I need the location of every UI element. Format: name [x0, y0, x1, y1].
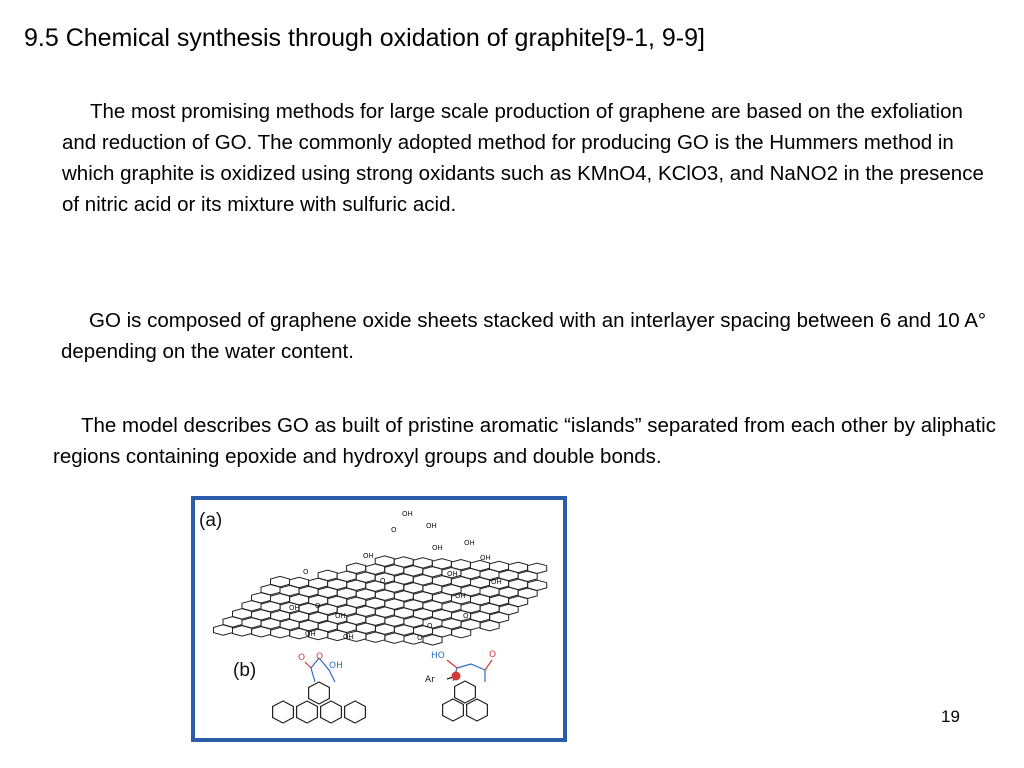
molecule-ring [273, 701, 294, 723]
lattice-ring [271, 576, 290, 586]
molecule-hydroxyl-label: OH [329, 661, 343, 671]
lattice-ring [394, 557, 413, 567]
epoxide-hydroxyl-molecule [273, 658, 366, 723]
lattice-ring [290, 577, 309, 587]
lactone-molecule [443, 660, 492, 721]
functional-group-label: OH [491, 578, 502, 586]
lattice-ring [451, 560, 470, 570]
functional-group-label: OH [335, 612, 346, 620]
molecule-ring [321, 701, 342, 723]
paragraph-interlayer-spacing: GO is composed of graphene oxide sheets stacked with an interlayer spacing between 6 and 10 A° depending on the water content. [61, 309, 987, 363]
functional-group-label: OH [289, 604, 300, 612]
molecule-ring [443, 699, 464, 721]
graphene-oxide-lattice [214, 556, 547, 645]
molecule-ring [467, 699, 488, 721]
lattice-ring [413, 558, 432, 568]
lactone-oxygen-label: O [489, 650, 497, 660]
functional-group-label: OH [447, 570, 458, 578]
molecule-ring [297, 701, 318, 723]
lattice-ring [509, 562, 528, 572]
slide-title: 9.5 Chemical synthesis through oxidation of graphite[9-1, 9-9] [24, 24, 705, 52]
functional-group-label: OH [455, 592, 466, 600]
lattice-ring [347, 563, 366, 573]
structure-drawing [195, 500, 563, 738]
lattice-ring [490, 561, 509, 571]
molecule-ring [455, 681, 476, 703]
functional-group-label: OH [343, 633, 354, 641]
functional-group-label: OH [402, 510, 413, 518]
functional-group-label: O [303, 568, 309, 576]
paragraph-structural-model: The model describes GO as built of pristine aromatic “islands” separated from each other by aliphatic regions containing epoxide and hydroxyl groups and double bonds. [53, 414, 996, 468]
paragraph-production-methods: The most promising methods for large scale production of graphene are based on the exfoliation and reduction of GO. The commonly adopted method for producing GO is the Hummers method in which graphite is oxidized using strong oxidants such as KMnO4, KClO3, and NaNO2 in the presence of nitric acid or its mixture with sulfuric acid. [62, 100, 984, 216]
molecule-ring-oxygen-label: O [316, 652, 324, 662]
lattice-ring [528, 563, 547, 573]
molecule-ho-label: HO [431, 651, 445, 661]
functional-group-label: OH [464, 539, 475, 547]
functional-group-label: OH [363, 552, 374, 560]
functional-group-label: O [463, 612, 469, 620]
functional-group-label: OH [480, 554, 491, 562]
functional-group-label: O [427, 622, 433, 630]
functional-group-label: OH [432, 544, 443, 552]
molecule-ring [345, 701, 366, 723]
functional-group-label: OH [426, 522, 437, 530]
panel-a-label: (a) [199, 510, 223, 531]
functional-group-label: OH [305, 630, 316, 638]
functional-group-label: O [315, 602, 321, 610]
graphene-oxide-structure-figure [191, 496, 567, 742]
molecule-ring [309, 682, 330, 704]
lattice-ring [318, 570, 337, 580]
molecule-oxygen-label: O [298, 653, 306, 663]
functional-group-label: O [417, 634, 423, 642]
lattice-ring [375, 556, 394, 566]
functional-group-label: O [391, 526, 397, 534]
lattice-ring [528, 580, 547, 590]
molecule-aryl-label: Ar [425, 675, 435, 685]
lattice-ring [432, 559, 451, 569]
page-number: 19 [941, 707, 960, 726]
panel-b-label: (b) [233, 660, 257, 681]
functional-group-label: O [380, 577, 386, 585]
